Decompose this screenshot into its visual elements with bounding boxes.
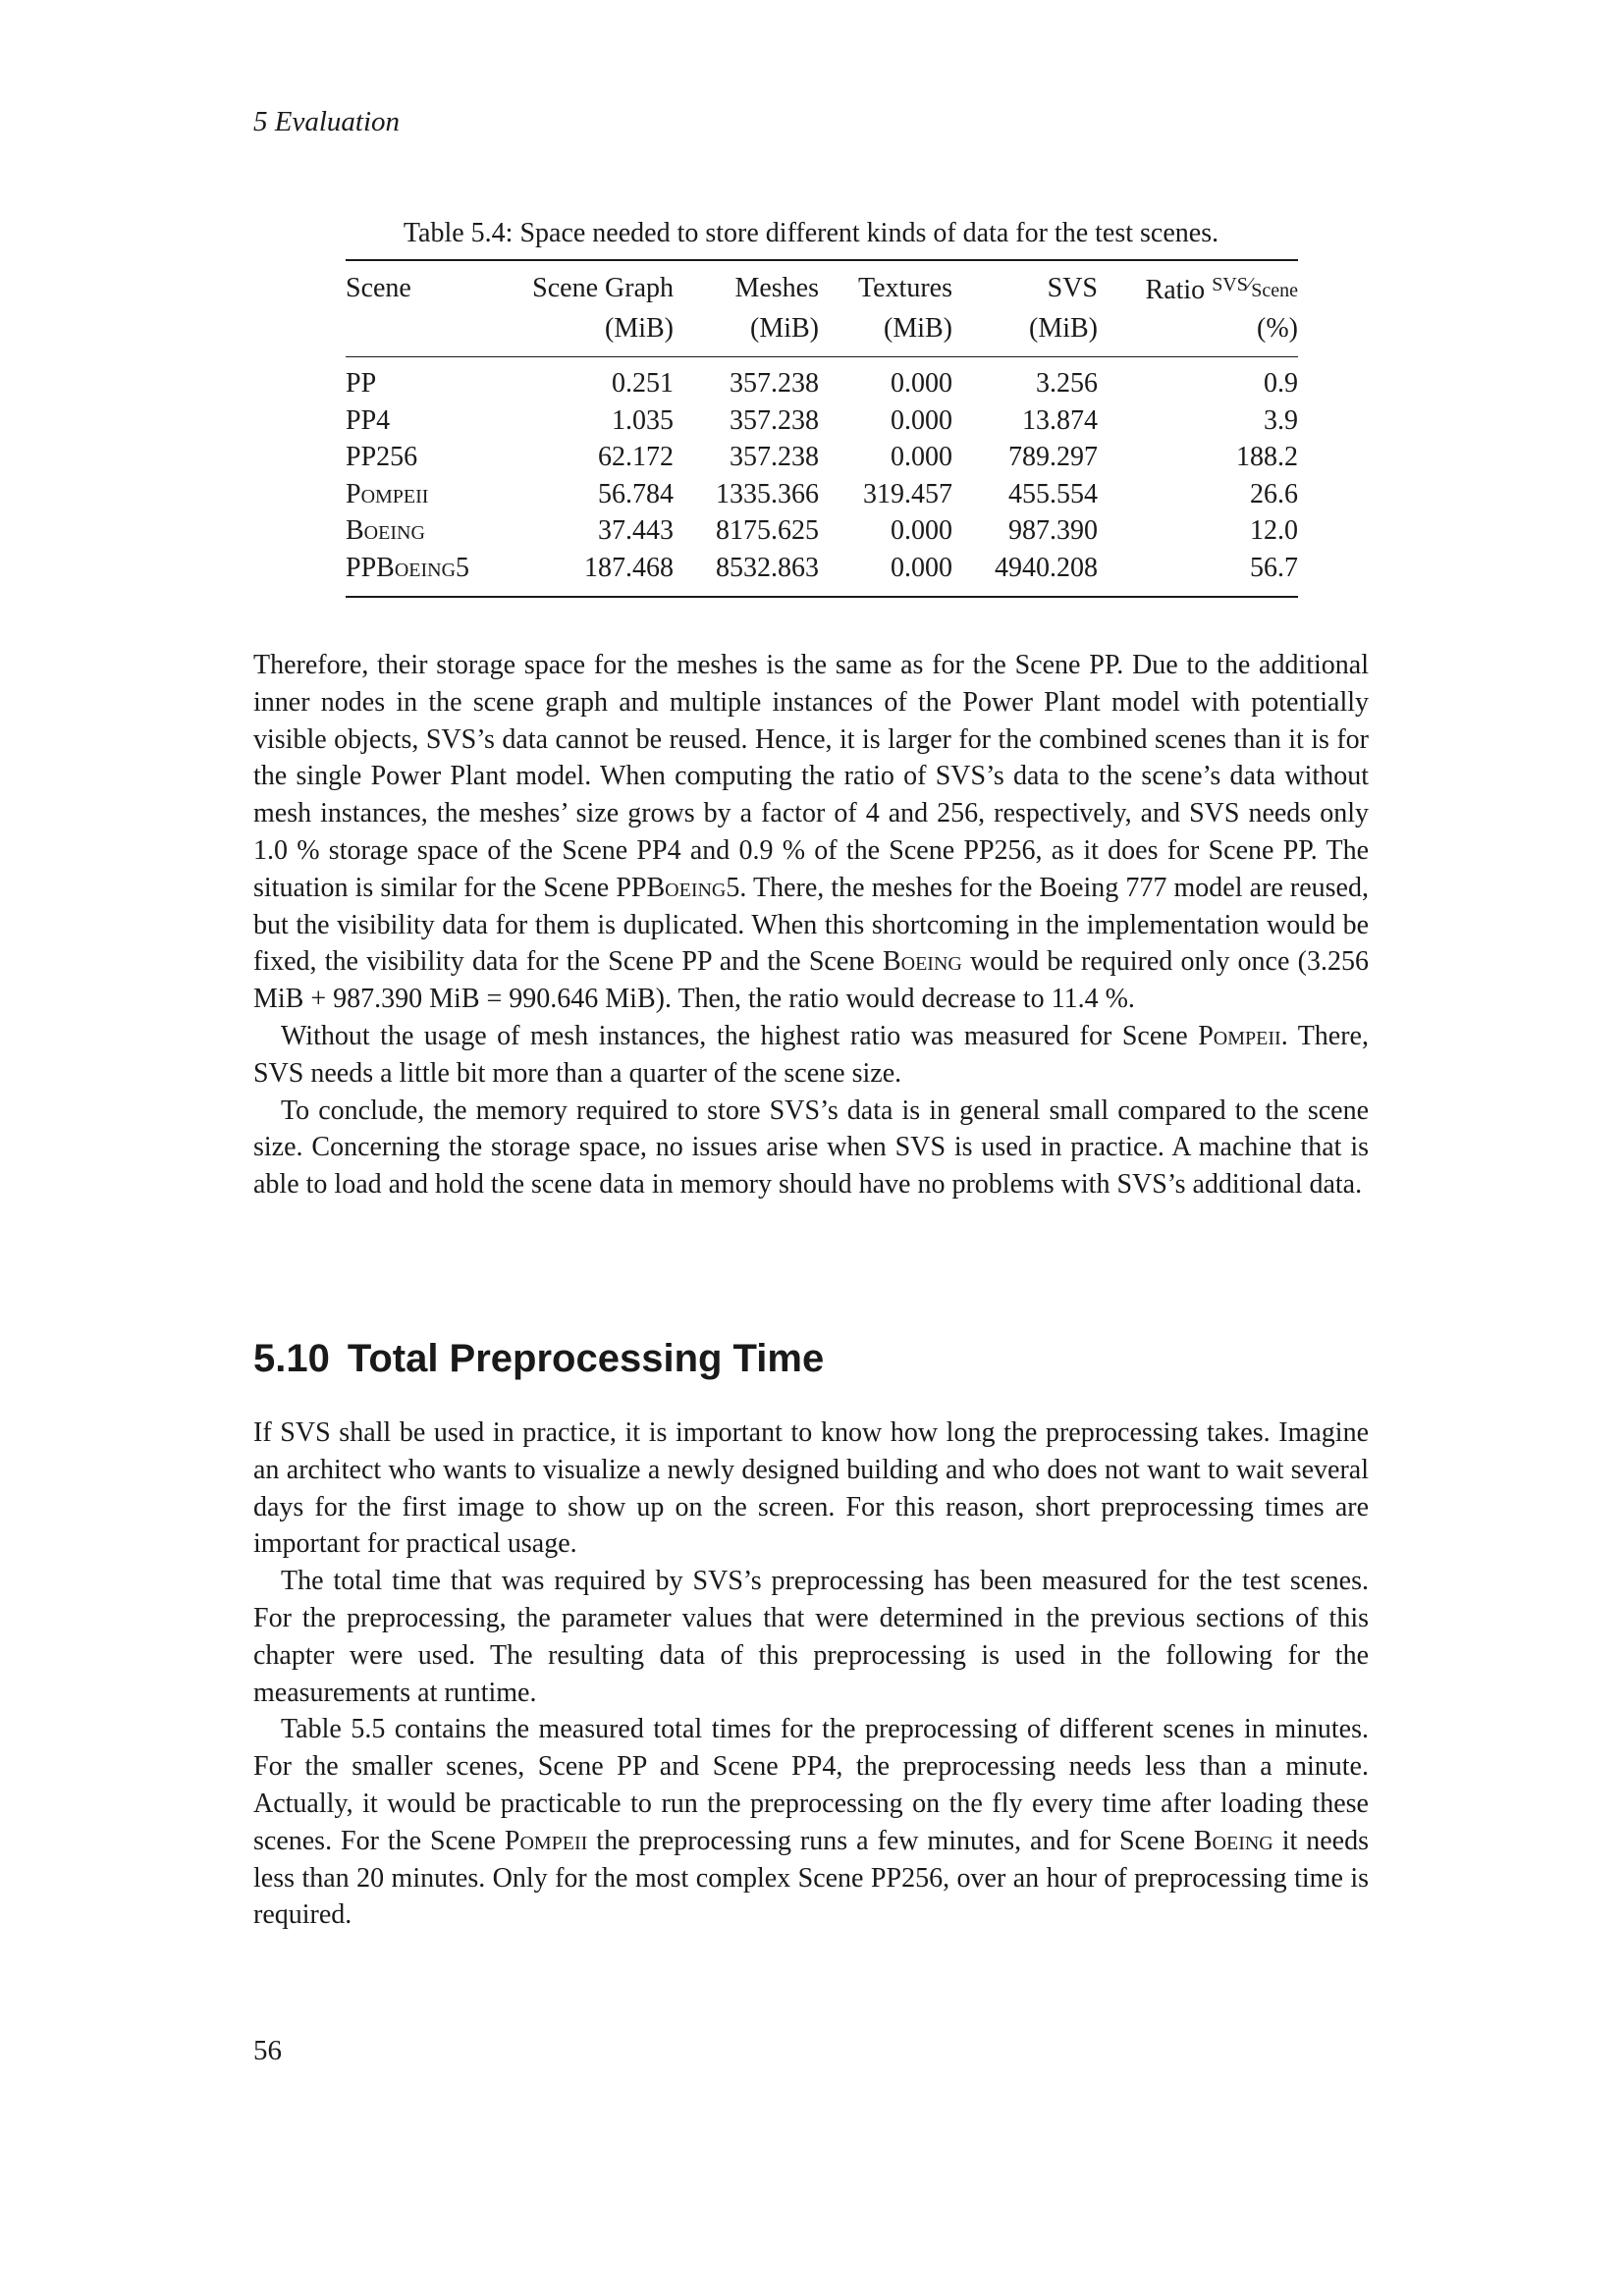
header-ratio-label: Ratio — [1145, 275, 1213, 305]
cell-scene-graph: 37.443 — [598, 515, 674, 546]
cell-meshes: 357.238 — [730, 404, 819, 436]
cell-scene-graph: 1.035 — [612, 404, 674, 436]
header-scene-graph: Scene Graph — [493, 260, 674, 310]
paragraph: The total time that was required by SVS’s preprocessing has been measured for the test scenes. For the preprocessing, the parameter values that were determined in the previous sections of this chapter were used. The resulting data of this preprocessing is used in the following for the measurements at runtime. — [253, 1566, 1369, 1708]
body-text-after-section — [253, 1415, 1369, 1934]
cell-scene: PP4 — [346, 404, 391, 436]
cell-svs: 987.390 — [1008, 515, 1098, 546]
cell-ratio: 3.9 — [1264, 404, 1298, 436]
cell-scene: Boeing — [346, 515, 425, 546]
cell-svs: 13.874 — [1022, 404, 1098, 436]
cell-meshes: 8175.625 — [716, 515, 819, 546]
cell-ratio: 56.7 — [1098, 550, 1298, 598]
cell-scene-graph: 62.172 — [598, 442, 674, 472]
cell-meshes: 1335.366 — [716, 478, 819, 509]
section-heading — [253, 1337, 824, 1381]
page-number: 56 — [253, 2035, 282, 2066]
header-svs: SVS — [952, 260, 1098, 310]
cell-ratio: 12.0 — [1250, 515, 1298, 546]
table-row — [346, 512, 1298, 550]
header-ratio-unit: (%) — [1098, 310, 1298, 357]
cell-textures: 0.000 — [891, 368, 952, 399]
body-text-before-section — [253, 647, 1369, 1203]
header-svs-unit: (MiB) — [952, 310, 1098, 357]
paragraph: Therefore, their storage space for the meshes is the same as for the Scene PP. Due to the additional inner nodes in the scene graph and multiple instances of the Power Plant model with potentially visible objects, SVS’s data cannot be reused. Hence, it is larger for the combined scenes than it is for the single Power Plant model. When computing the ratio of SVS’s data to the scene’s data without mesh instances, the meshes’ size grows by a factor of 4 and 256, respectively, and SVS needs only 1.0 % storage space of the Scene PP4 and 0.9 % of the Scene PP256, as it does for Scene PP. The situation is similar for the Scene PPBoeing5. There, the meshes for the Boeing 777 model are reused, but the visibility data for them is duplicated. When this shortcoming in the implementation would be fixed, the visibility data for the Scene PP and the Scene Boeing would be required only once (3.256 MiB + 987.390 MiB = 990.646 MiB). Then, the ratio would decrease to 11.4 %. — [253, 650, 1369, 1015]
storage-table — [346, 259, 1298, 598]
header-meshes: Meshes — [674, 260, 819, 310]
header-textures: Textures — [819, 260, 952, 310]
ratio-slash: ⁄ — [1247, 274, 1252, 295]
cell-scene: PP256 — [346, 442, 418, 472]
cell-svs: 789.297 — [1008, 442, 1098, 472]
header-meshes-unit: (MiB) — [674, 310, 819, 357]
cell-textures: 0.000 — [891, 404, 952, 436]
cell-ratio: 26.6 — [1250, 478, 1298, 509]
table-row — [346, 476, 1298, 513]
header-ratio — [1098, 260, 1298, 310]
table-caption: Table 5.4: Space needed to store different kinds of data for the test scenes. — [403, 218, 1219, 248]
running-head: 5 Evaluation — [253, 106, 401, 137]
paragraph: Without the usage of mesh instances, the highest ratio was measured for Scene Pompeii. There, SVS needs a little bit more than a quarter of the scene size. — [253, 1020, 1369, 1089]
cell-scene-graph: 0.251 — [612, 368, 674, 399]
cell-meshes: 357.238 — [730, 368, 819, 399]
cell-svs: 3.256 — [1036, 368, 1098, 399]
cell-scene-graph: 187.468 — [493, 550, 674, 598]
table-row — [346, 550, 1298, 598]
cell-scene: PPBoeing5 — [346, 550, 493, 598]
section-number: 5.10 — [253, 1337, 330, 1380]
header-textures-unit: (MiB) — [819, 310, 952, 357]
cell-textures: 0.000 — [891, 442, 952, 472]
cell-svs: 4940.208 — [952, 550, 1098, 598]
cell-svs: 455.554 — [1008, 478, 1098, 509]
header-ratio-fraction — [1212, 274, 1298, 301]
cell-scene: PP — [346, 368, 377, 399]
ratio-numerator: SVS — [1212, 274, 1248, 295]
paragraph: Table 5.5 contains the measured total times for the preprocessing of different scenes in minutes. For the smaller scenes, Scene PP and Scene PP4, the preprocessing needs less than a minute. Actually, it would be practicable to run the preprocessing on the fly every time after loading these scenes. For the Scene Pompeii the preprocessing runs a few minutes, and for Scene Boeing it needs less than 20 minutes. Only for the most complex Scene PP256, over an hour of preprocessing time is required. — [253, 1714, 1369, 1931]
cell-scene: Pompeii — [346, 478, 429, 509]
cell-ratio: 0.9 — [1264, 368, 1298, 399]
header-scene: Scene — [346, 260, 493, 310]
cell-scene-graph: 56.784 — [598, 478, 674, 509]
cell-textures: 0.000 — [819, 550, 952, 598]
header-scene-unit — [346, 310, 493, 357]
cell-textures: 319.457 — [863, 478, 952, 509]
table-row — [346, 439, 1298, 476]
cell-meshes: 8532.863 — [674, 550, 819, 598]
paragraph: If SVS shall be used in practice, it is important to know how long the preprocessing takes. Imagine an architect who wants to visualize a newly designed building and who does not want to wait several days for the first image to show up on the screen. For this reason, short preprocessing times are important for practical usage. — [253, 1417, 1369, 1560]
section-title: Total Preprocessing Time — [347, 1337, 825, 1380]
table-row — [346, 402, 1298, 440]
paragraph: To conclude, the memory required to store SVS’s data is in general small compared to the scene size. Concerning the storage space, no issues arise when SVS is used in practice. A machine that is able to load and hold the scene data in memory should have no problems with SVS’s additional data. — [253, 1095, 1369, 1201]
cell-ratio: 188.2 — [1236, 442, 1298, 472]
ratio-denominator: Scene — [1251, 280, 1298, 301]
cell-meshes: 357.238 — [730, 442, 819, 472]
table-row — [346, 357, 1298, 402]
cell-textures: 0.000 — [891, 515, 952, 546]
header-scene-graph-unit: (MiB) — [493, 310, 674, 357]
